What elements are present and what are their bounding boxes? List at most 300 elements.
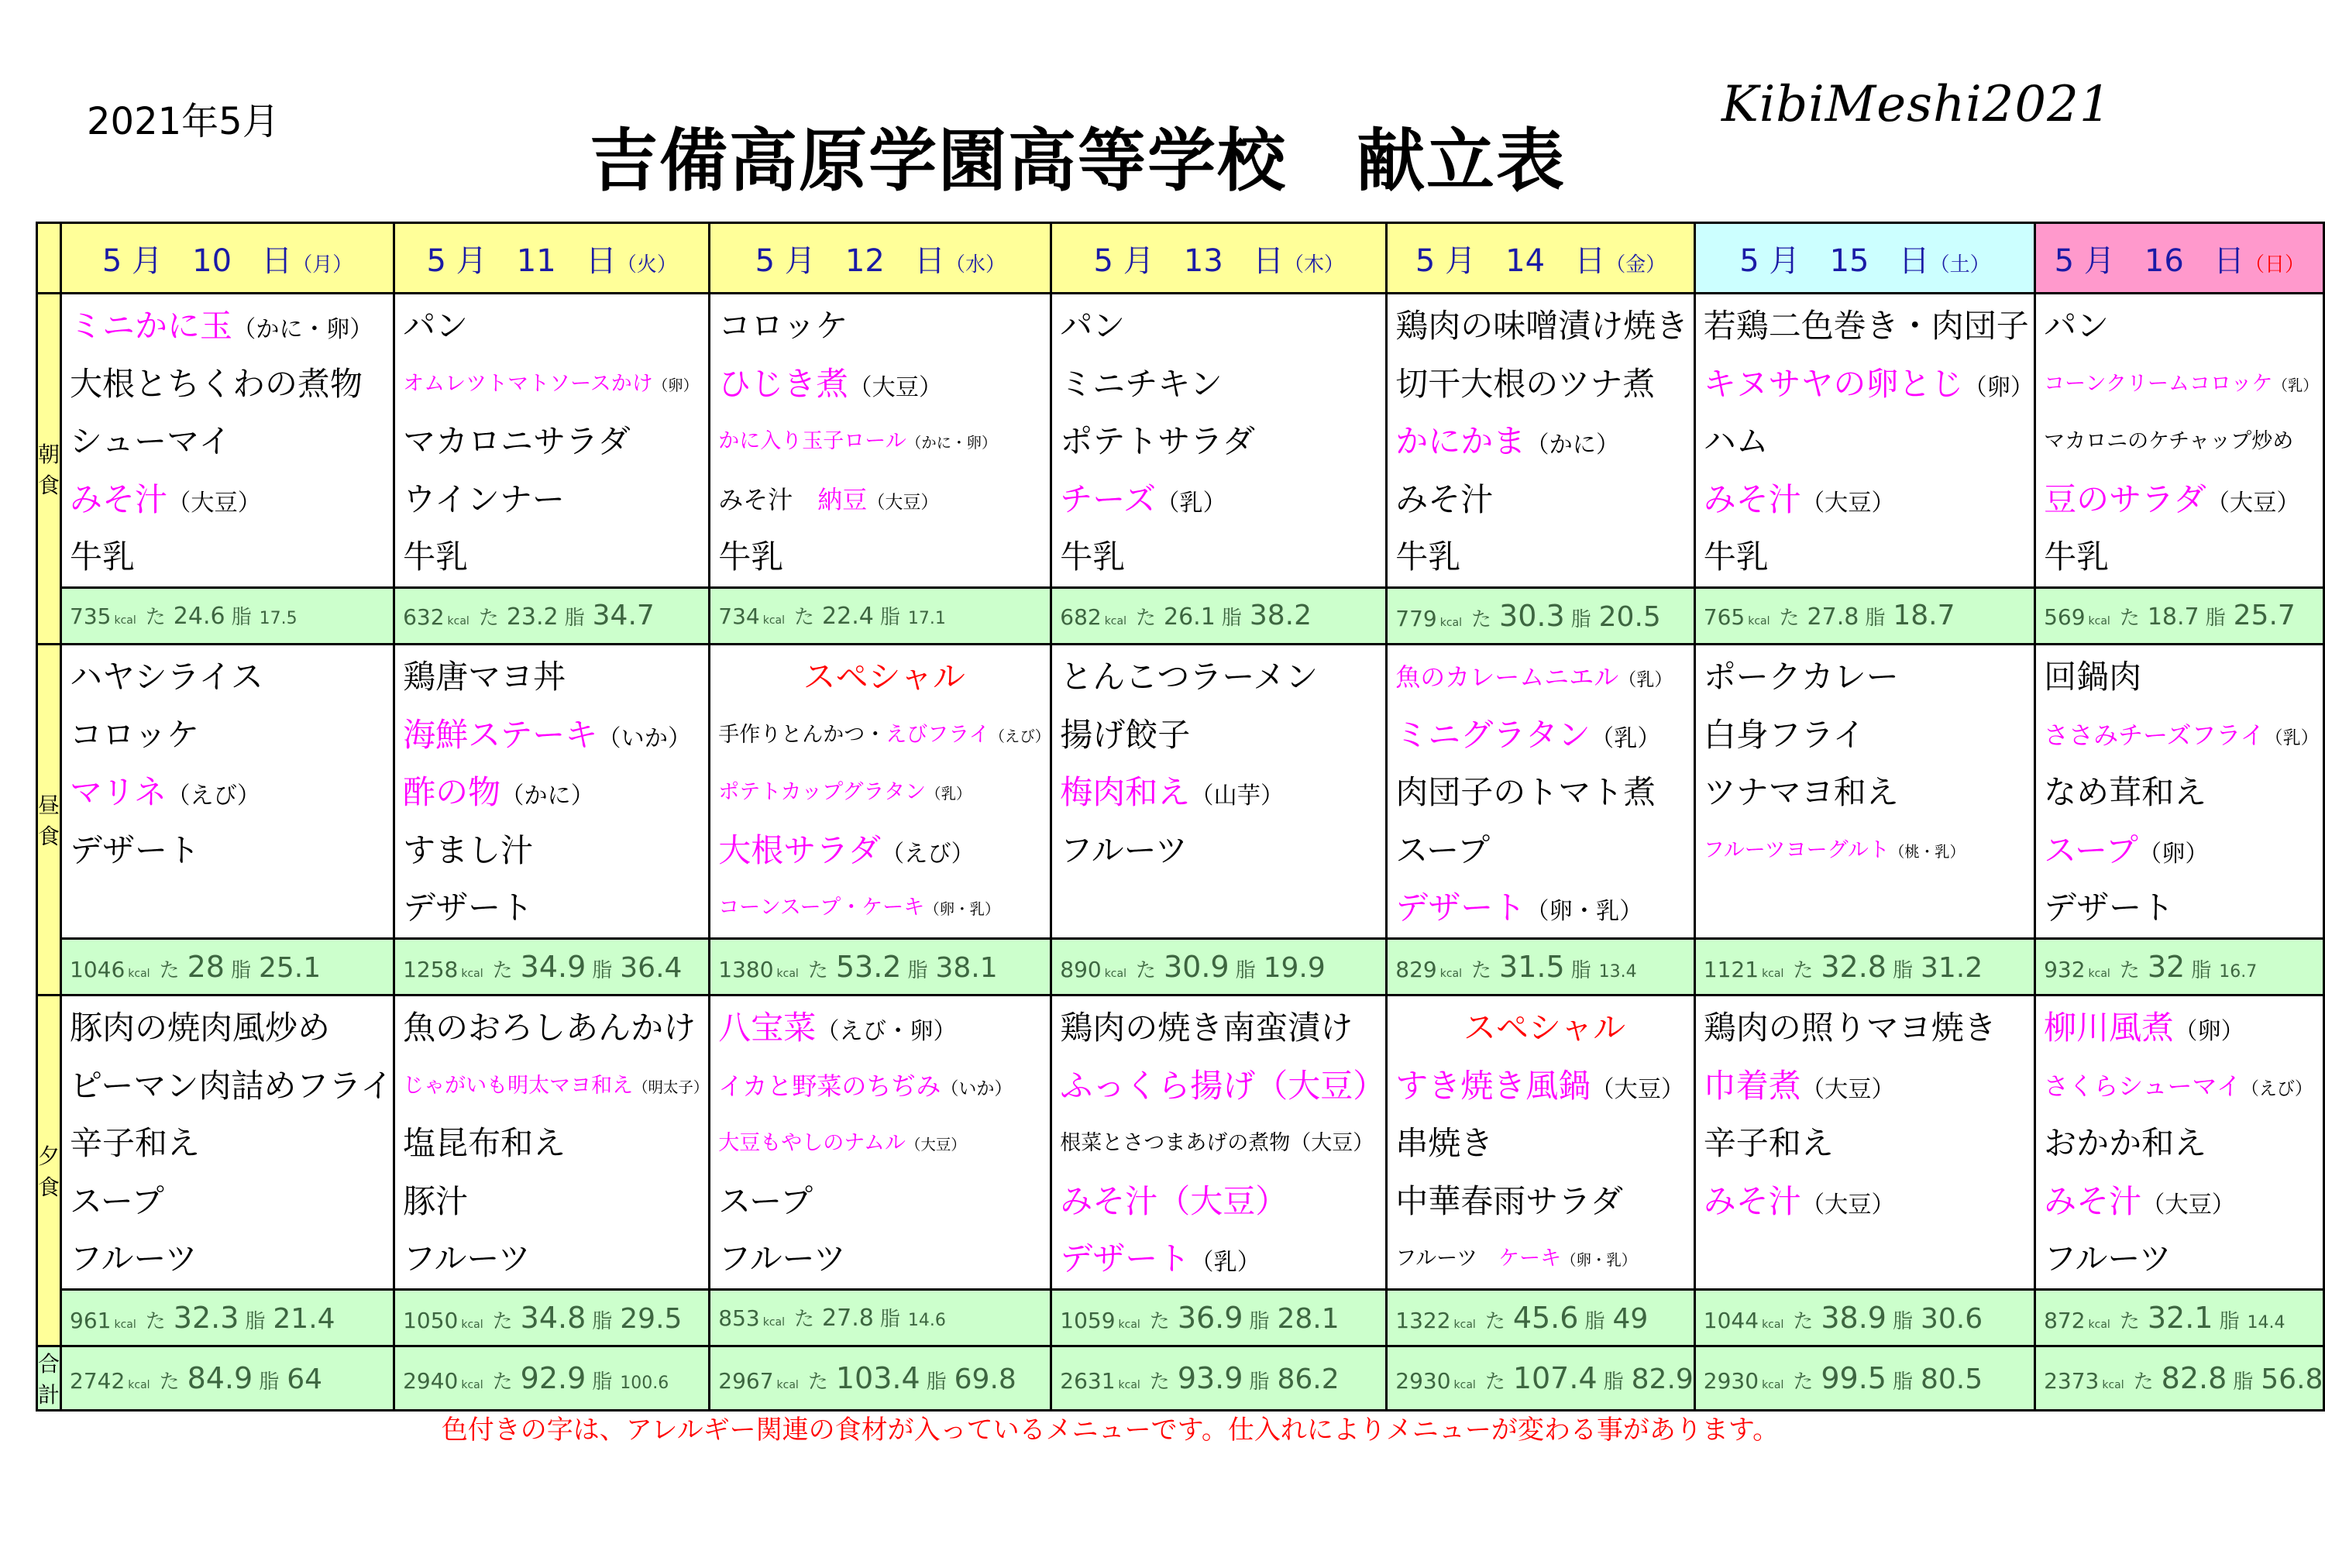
menu-item-name: 大根サラダ (718, 830, 881, 869)
menu-item (1704, 999, 2034, 1057)
dinner-cell-5 (1694, 995, 2034, 1289)
menu-item-name: フルーツ (718, 1240, 846, 1278)
date-month-unit: 月 (1769, 242, 1800, 279)
kcal-unit: kcal (1439, 616, 1462, 629)
lunch-cell-4 (1387, 644, 1695, 938)
menu-item (2044, 1230, 2323, 1288)
nutrition-values (1696, 950, 2034, 984)
allergen-note: （かに） (500, 782, 595, 810)
menu-item (1704, 528, 2034, 586)
dinner-label: 夕食 (37, 995, 61, 1346)
dinner_nutrition-cell-2 (710, 1289, 1051, 1346)
dinner-cell-4 (1387, 995, 1695, 1289)
total-nutrition-row (37, 1346, 2324, 1410)
protein-label: た (478, 607, 499, 631)
date-month: 5 (1415, 242, 1436, 279)
nutrition-values (1052, 950, 1385, 984)
date-day-unit: 日 (1252, 242, 1284, 279)
dinner-cell-1 (394, 995, 710, 1289)
menu-item (1704, 1173, 2034, 1231)
menu-item-name: コロッケ (70, 715, 200, 754)
menu-item (1060, 413, 1385, 471)
dinner-cell-0 (61, 995, 394, 1289)
date-day-unit: 日 (913, 242, 945, 279)
menu-item-name: 回鍋肉 (2044, 657, 2142, 696)
total_nutrition-cell-1 (394, 1346, 710, 1410)
menu-item (1060, 1230, 1385, 1288)
kcal-unit: kcal (1762, 967, 1784, 980)
allergen-note: （大豆） (905, 1136, 966, 1154)
allergen-note: （かに） (1525, 432, 1620, 459)
date-month-unit: 月 (1445, 242, 1476, 279)
menu-item (70, 879, 393, 937)
menu-item-name: マカロニのケチャップ炒め (2044, 429, 2294, 454)
menu-item (403, 648, 708, 707)
fat-value: 34.7 (592, 600, 655, 632)
kcal-unit: kcal (776, 1378, 799, 1391)
menu-item (403, 999, 708, 1057)
protein-value: 32.8 (1821, 949, 1886, 984)
menu-item-name: ポークカレー (1703, 657, 1899, 696)
total-label: 合計 (37, 1346, 61, 1410)
protein-label: た (1793, 1370, 1814, 1394)
fat-label: 脂 (1603, 1370, 1624, 1394)
menu-item (1395, 822, 1694, 880)
menu-item (1704, 471, 2034, 529)
kcal-unit: kcal (461, 1318, 483, 1331)
menu-item-name: 牛乳 (718, 538, 784, 576)
allergen-note: （えび・卵） (816, 1017, 957, 1045)
fat-label: 脂 (1892, 1309, 1913, 1333)
menu-item-name: 牛乳 (1703, 538, 1769, 576)
lunch_nutrition-cell-5 (1694, 938, 2034, 995)
fat-value: 69.8 (954, 1363, 1016, 1395)
menu-item (1704, 764, 2034, 822)
protein-label: た (492, 1309, 513, 1333)
menu-item-name: 豆のサラダ (2044, 480, 2206, 518)
menu-item (70, 1173, 393, 1231)
protein-label: た (159, 1370, 180, 1394)
date-month-unit: 月 (784, 242, 816, 279)
nutrition-values (710, 1303, 1050, 1332)
kcal-unit: kcal (2088, 1318, 2110, 1331)
protein-label: た (1471, 958, 1492, 982)
menu-item (403, 764, 708, 822)
total_nutrition-cell-4 (1387, 1346, 1695, 1410)
protein-value: 92.9 (520, 1360, 586, 1395)
protein-label: た (794, 606, 815, 630)
menu-item-name: ミニチキン (1060, 364, 1223, 403)
protein-label: た (159, 958, 180, 982)
menu-item-name: ハヤシライス (70, 657, 263, 696)
menu-item-name: 牛乳 (70, 538, 136, 576)
menu-item-name: 鶏肉の焼き南蛮漬け (1060, 1008, 1353, 1047)
fat-label: 脂 (926, 1370, 947, 1394)
dinner_nutrition-cell-0 (61, 1289, 394, 1346)
date-header-0 (61, 223, 394, 294)
menu-item-name-2: 納豆 (817, 484, 868, 514)
menu-item-name: 牛乳 (1060, 538, 1126, 576)
protein-label: た (2133, 1370, 2154, 1394)
menu-item (70, 648, 393, 707)
weekday-label: （水） (944, 253, 1006, 277)
fat-label: 脂 (2233, 1370, 2254, 1394)
menu-item-name: ポテトカップグラタン (718, 780, 927, 805)
kcal-unit: kcal (128, 1378, 150, 1391)
breakfast_nutrition-cell-4 (1387, 587, 1695, 644)
allergen-note: （大豆） (2141, 1191, 2236, 1219)
kcal-value: 2940 (403, 1367, 459, 1394)
date-day: 14 (1505, 242, 1546, 279)
allergen-note: （大豆） (1591, 1075, 1685, 1103)
allergen-note: （卵） (1963, 373, 2034, 401)
menu-item-name: イカと野菜のちぢみ (718, 1071, 941, 1101)
menu-item (718, 707, 1050, 765)
dinner_nutrition-cell-5 (1694, 1289, 2034, 1346)
menu-item (1060, 648, 1385, 707)
menu-item (403, 528, 708, 586)
menu-item-name: デザート (70, 830, 201, 869)
allergen-note: （卵） (2174, 1017, 2244, 1045)
total_nutrition-cell-5 (1694, 1346, 2034, 1410)
allergen-note: （大豆） (167, 489, 261, 517)
breakfast_nutrition-cell-6 (2035, 587, 2324, 644)
menu-item-name: マリネ (70, 773, 167, 812)
lunch-nutrition-row (37, 938, 2324, 995)
menu-item (2044, 1115, 2323, 1173)
kcal-value: 682 (1060, 604, 1102, 631)
menu-item-name: 魚のおろしあんかけ (403, 1008, 696, 1047)
menu-item-name: キヌサヤの卵とじ (1703, 364, 1964, 403)
date-header-5 (1694, 223, 2034, 294)
allergen-note: （えび） (880, 840, 975, 868)
menu-item-name: 中華春雨サラダ (1395, 1181, 1623, 1220)
dinner-cell-6 (2035, 995, 2324, 1289)
total_nutrition-cell-6 (2035, 1346, 2324, 1410)
menu-item-name: スープ (1395, 830, 1491, 869)
nutrition-values (2036, 950, 2323, 984)
menu-item-name: 若鶏二色巻き・肉団子 (1703, 307, 2029, 345)
weekday-label: （月） (292, 253, 353, 277)
kcal-value: 1258 (403, 956, 459, 982)
kcal-value: 632 (403, 604, 445, 631)
protein-value: 30.9 (1164, 949, 1230, 984)
protein-label: た (1471, 607, 1492, 631)
menu-item-name: おかか和え (2044, 1124, 2207, 1163)
kcal-unit: kcal (1762, 1318, 1784, 1331)
fat-label: 脂 (1249, 1309, 1270, 1333)
menu-item (718, 1115, 1050, 1173)
nutrition-values (1052, 1361, 1385, 1395)
nutrition-values (1696, 1301, 2034, 1335)
protein-label: た (492, 1370, 513, 1394)
protein-value: 45.6 (1512, 1300, 1579, 1335)
weekday-label: （日） (2244, 253, 2305, 277)
menu-item (2044, 528, 2323, 586)
fat-value: 21.4 (273, 1302, 335, 1335)
protein-label: た (794, 1308, 815, 1332)
date-month: 5 (101, 242, 122, 279)
date-header-row (37, 223, 2324, 294)
nutrition-values (710, 601, 1050, 630)
dinner-row (37, 995, 2324, 1289)
menu-item (2044, 297, 2323, 356)
date-month-unit: 月 (132, 242, 163, 279)
protein-value: 30.3 (1499, 598, 1565, 633)
menu-item (70, 707, 393, 765)
menu-item-name: スペシャル (1463, 1008, 1626, 1047)
menu-item-name: シューマイ (70, 422, 232, 461)
fat-label: 脂 (2219, 1309, 2240, 1333)
menu-item (718, 297, 1050, 356)
menu-item (403, 356, 708, 414)
fat-value: 100.6 (620, 1373, 669, 1393)
menu-item-name: みそ汁（大豆） (1060, 1181, 1288, 1220)
lunch-cell-5 (1694, 644, 2034, 938)
nutrition-values (1696, 1361, 2034, 1395)
menu-item-name: オムレツトマトソースかけ (403, 371, 653, 396)
breakfast-cell-3 (1051, 294, 1387, 588)
kcal-value: 569 (2044, 604, 2086, 631)
menu-item-name: 牛乳 (1395, 538, 1461, 576)
menu-item (1395, 1173, 1694, 1231)
date-day: 13 (1183, 242, 1223, 279)
menu-item-name: みそ汁 (2044, 1181, 2142, 1220)
date-day: 10 (192, 242, 232, 279)
breakfast_nutrition-cell-2 (710, 587, 1051, 644)
kcal-value: 890 (1060, 956, 1102, 982)
menu-item (1704, 1115, 2034, 1173)
menu-item (1704, 297, 2034, 356)
breakfast_nutrition-cell-3 (1051, 587, 1387, 644)
date-month: 5 (755, 242, 776, 279)
kcal-unit: kcal (128, 967, 150, 980)
nutrition-values (2036, 1361, 2323, 1395)
fat-label: 脂 (564, 607, 585, 631)
menu-item-name: かにかま (1395, 422, 1526, 461)
fat-value: 82.9 (1631, 1363, 1694, 1395)
nutrition-values (1388, 950, 1694, 984)
fat-value: 17.1 (907, 609, 946, 629)
menu-item (70, 1115, 393, 1173)
menu-item-name: デザート (403, 889, 534, 927)
date-day-unit: 日 (2213, 242, 2244, 279)
kcal-value: 1059 (1060, 1307, 1116, 1333)
fat-value: 17.5 (259, 609, 298, 629)
kcal-unit: kcal (776, 967, 799, 980)
nutrition-values (395, 600, 708, 631)
date-header-2 (710, 223, 1051, 294)
fat-value: 14.4 (2247, 1312, 2285, 1332)
menu-item-name: 大根とちくわの煮物 (70, 364, 363, 403)
date-day-unit: 日 (1574, 242, 1606, 279)
menu-item-name: ふっくら揚げ（大豆） (1060, 1066, 1386, 1105)
menu-item-name: フルーツ (403, 1240, 531, 1278)
menu-item (1704, 648, 2034, 707)
allergen-note: （大豆） (848, 373, 943, 401)
nutrition-values (62, 950, 393, 984)
kcal-value: 1044 (1703, 1307, 1759, 1333)
menu-item (1395, 471, 1694, 529)
kcal-value: 1121 (1703, 956, 1759, 982)
menu-item-name: フルーツヨーグルト (1703, 837, 1890, 862)
kcal-value: 1046 (70, 956, 126, 982)
kcal-value: 961 (70, 1307, 112, 1333)
protein-label: た (1135, 607, 1156, 631)
menu-item (718, 356, 1050, 414)
lunch_nutrition-cell-1 (394, 938, 710, 995)
kcal-unit: kcal (1748, 615, 1770, 628)
dinner_nutrition-cell-4 (1387, 1289, 1695, 1346)
nutrition-values (1388, 1301, 1694, 1335)
protein-label: た (492, 958, 513, 982)
protein-label: た (1149, 1370, 1170, 1394)
breakfast_nutrition-cell-0 (61, 587, 394, 644)
menu-item-name: 肉団子のトマト煮 (1395, 773, 1656, 812)
kcal-unit: kcal (1118, 1378, 1140, 1391)
menu-item (1060, 879, 1385, 937)
breakfast-cell-6 (2035, 294, 2324, 588)
kcal-value: 2930 (1395, 1367, 1451, 1394)
menu-item (70, 764, 393, 822)
menu-item (403, 413, 708, 471)
lunch-cell-0 (61, 644, 394, 938)
menu-item-name: ウインナー (403, 480, 565, 518)
menu-item-name: ささみチーズフライ (2044, 720, 2265, 750)
dinner_nutrition-cell-6 (2035, 1289, 2324, 1346)
menu-item-name: フルーツ (1060, 830, 1188, 869)
menu-item (403, 822, 708, 880)
date-day: 15 (1829, 242, 1869, 279)
menu-item (1704, 1057, 2034, 1116)
kcal-value: 735 (70, 603, 112, 630)
weekday-label: （木） (1283, 253, 1344, 277)
kcal-unit: kcal (1453, 1318, 1476, 1331)
lunch-cell-1 (394, 644, 710, 938)
menu-item-name: 手作りとんかつ・ (718, 722, 886, 747)
protein-value: 23.2 (506, 603, 559, 631)
total_nutrition-cell-0 (61, 1346, 394, 1410)
date-header-4 (1387, 223, 1695, 294)
kcal-unit: kcal (114, 1318, 136, 1331)
protein-value: 32.3 (173, 1300, 239, 1335)
menu-item-name-2: えびフライ (886, 722, 990, 747)
nutrition-values (1696, 600, 2034, 631)
protein-value: 26.1 (1164, 603, 1216, 631)
protein-label: た (2119, 1309, 2140, 1333)
kcal-value: 1380 (718, 956, 774, 982)
menu-item (1395, 356, 1694, 414)
menu-item (1395, 413, 1694, 471)
menu-item-name: じゃがいも明太マヨ和え (403, 1073, 634, 1098)
date-month: 5 (426, 242, 446, 279)
fat-label: 脂 (2205, 607, 2226, 631)
fat-value: 29.5 (620, 1302, 683, 1335)
protein-value: 93.9 (1177, 1360, 1243, 1395)
menu-item (2044, 879, 2323, 937)
menu-item (403, 1230, 708, 1288)
lunch-row (37, 644, 2324, 938)
menu-item-name: デザート (1395, 889, 1526, 927)
nutrition-values (2036, 1301, 2323, 1335)
protein-value: 24.6 (173, 603, 225, 631)
menu-item-name: コーンスープ・ケーキ (718, 896, 925, 920)
menu-item (1060, 822, 1385, 880)
breakfast-cell-5 (1694, 294, 2034, 588)
menu-item (1060, 1173, 1385, 1231)
fat-label: 脂 (592, 1309, 613, 1333)
menu-item (718, 648, 1050, 707)
menu-item (70, 1057, 393, 1116)
fat-value: 38.1 (935, 951, 998, 984)
fat-label: 脂 (1584, 1309, 1605, 1333)
breakfast-row (37, 294, 2324, 588)
menu-item-name: さくらシューマイ (2044, 1071, 2241, 1101)
lunch-label: 昼食 (37, 644, 61, 995)
menu-item-name: 鶏肉の照りマヨ焼き (1703, 1008, 1997, 1047)
allergen-note: （えび） (2241, 1078, 2313, 1099)
menu-item-name: 酢の物 (403, 773, 501, 812)
date-header-1 (394, 223, 710, 294)
menu-item-name: 柳川風煮 (2044, 1008, 2175, 1047)
date-day: 11 (516, 242, 556, 279)
menu-item (1060, 356, 1385, 414)
menu-item (403, 1173, 708, 1231)
menu-item-name: かに入り玉子ロール (718, 429, 906, 454)
menu-item (1395, 648, 1694, 707)
menu-item-name: ハム (1703, 422, 1769, 461)
allergen-note: （大豆） (2206, 489, 2300, 517)
menu-item (70, 356, 393, 414)
allergen-note: （えび） (989, 727, 1051, 745)
allergen-note: （明太子） (633, 1078, 709, 1096)
menu-item (1704, 413, 2034, 471)
allergen-note: （乳） (2272, 376, 2318, 394)
nutrition-values (62, 1301, 393, 1335)
menu-item-name: みそ汁 (718, 484, 818, 514)
fat-value: 18.7 (1893, 600, 1955, 632)
date-month: 5 (1739, 242, 1759, 279)
breakfast-nutrition-row (37, 587, 2324, 644)
kcal-value: 1322 (1395, 1307, 1451, 1333)
allergen-note: （卵） (652, 376, 699, 394)
date-month-unit: 月 (2083, 242, 2115, 279)
protein-value: 31.5 (1499, 949, 1565, 984)
menu-item (2044, 648, 2323, 707)
protein-value: 36.9 (1177, 1300, 1243, 1335)
date-month: 5 (1093, 242, 1113, 279)
menu-item-name: すき焼き風鍋 (1395, 1066, 1591, 1105)
fat-label: 脂 (259, 1370, 280, 1394)
menu-item-name: 揚げ餃子 (1060, 715, 1191, 754)
protein-label: た (1779, 607, 1800, 631)
menu-item (1395, 1115, 1694, 1173)
menu-item-name: 塩昆布和え (403, 1124, 566, 1163)
fat-label: 脂 (879, 1308, 900, 1332)
allergen-note: （乳） (926, 785, 972, 803)
menu-item (1704, 707, 2034, 765)
kcal-value: 2930 (1703, 1367, 1759, 1394)
menu-item (70, 297, 393, 356)
date-day-unit: 日 (261, 242, 293, 279)
menu-item-name: スープ (718, 1181, 813, 1220)
kcal-unit: kcal (1104, 615, 1126, 628)
menu-item (403, 471, 708, 529)
menu-item-name: ポテトサラダ (1060, 422, 1255, 461)
menu-item (2044, 822, 2323, 880)
weekday-label: （火） (616, 253, 677, 277)
menu-item-name: ミニかに玉 (70, 307, 233, 345)
